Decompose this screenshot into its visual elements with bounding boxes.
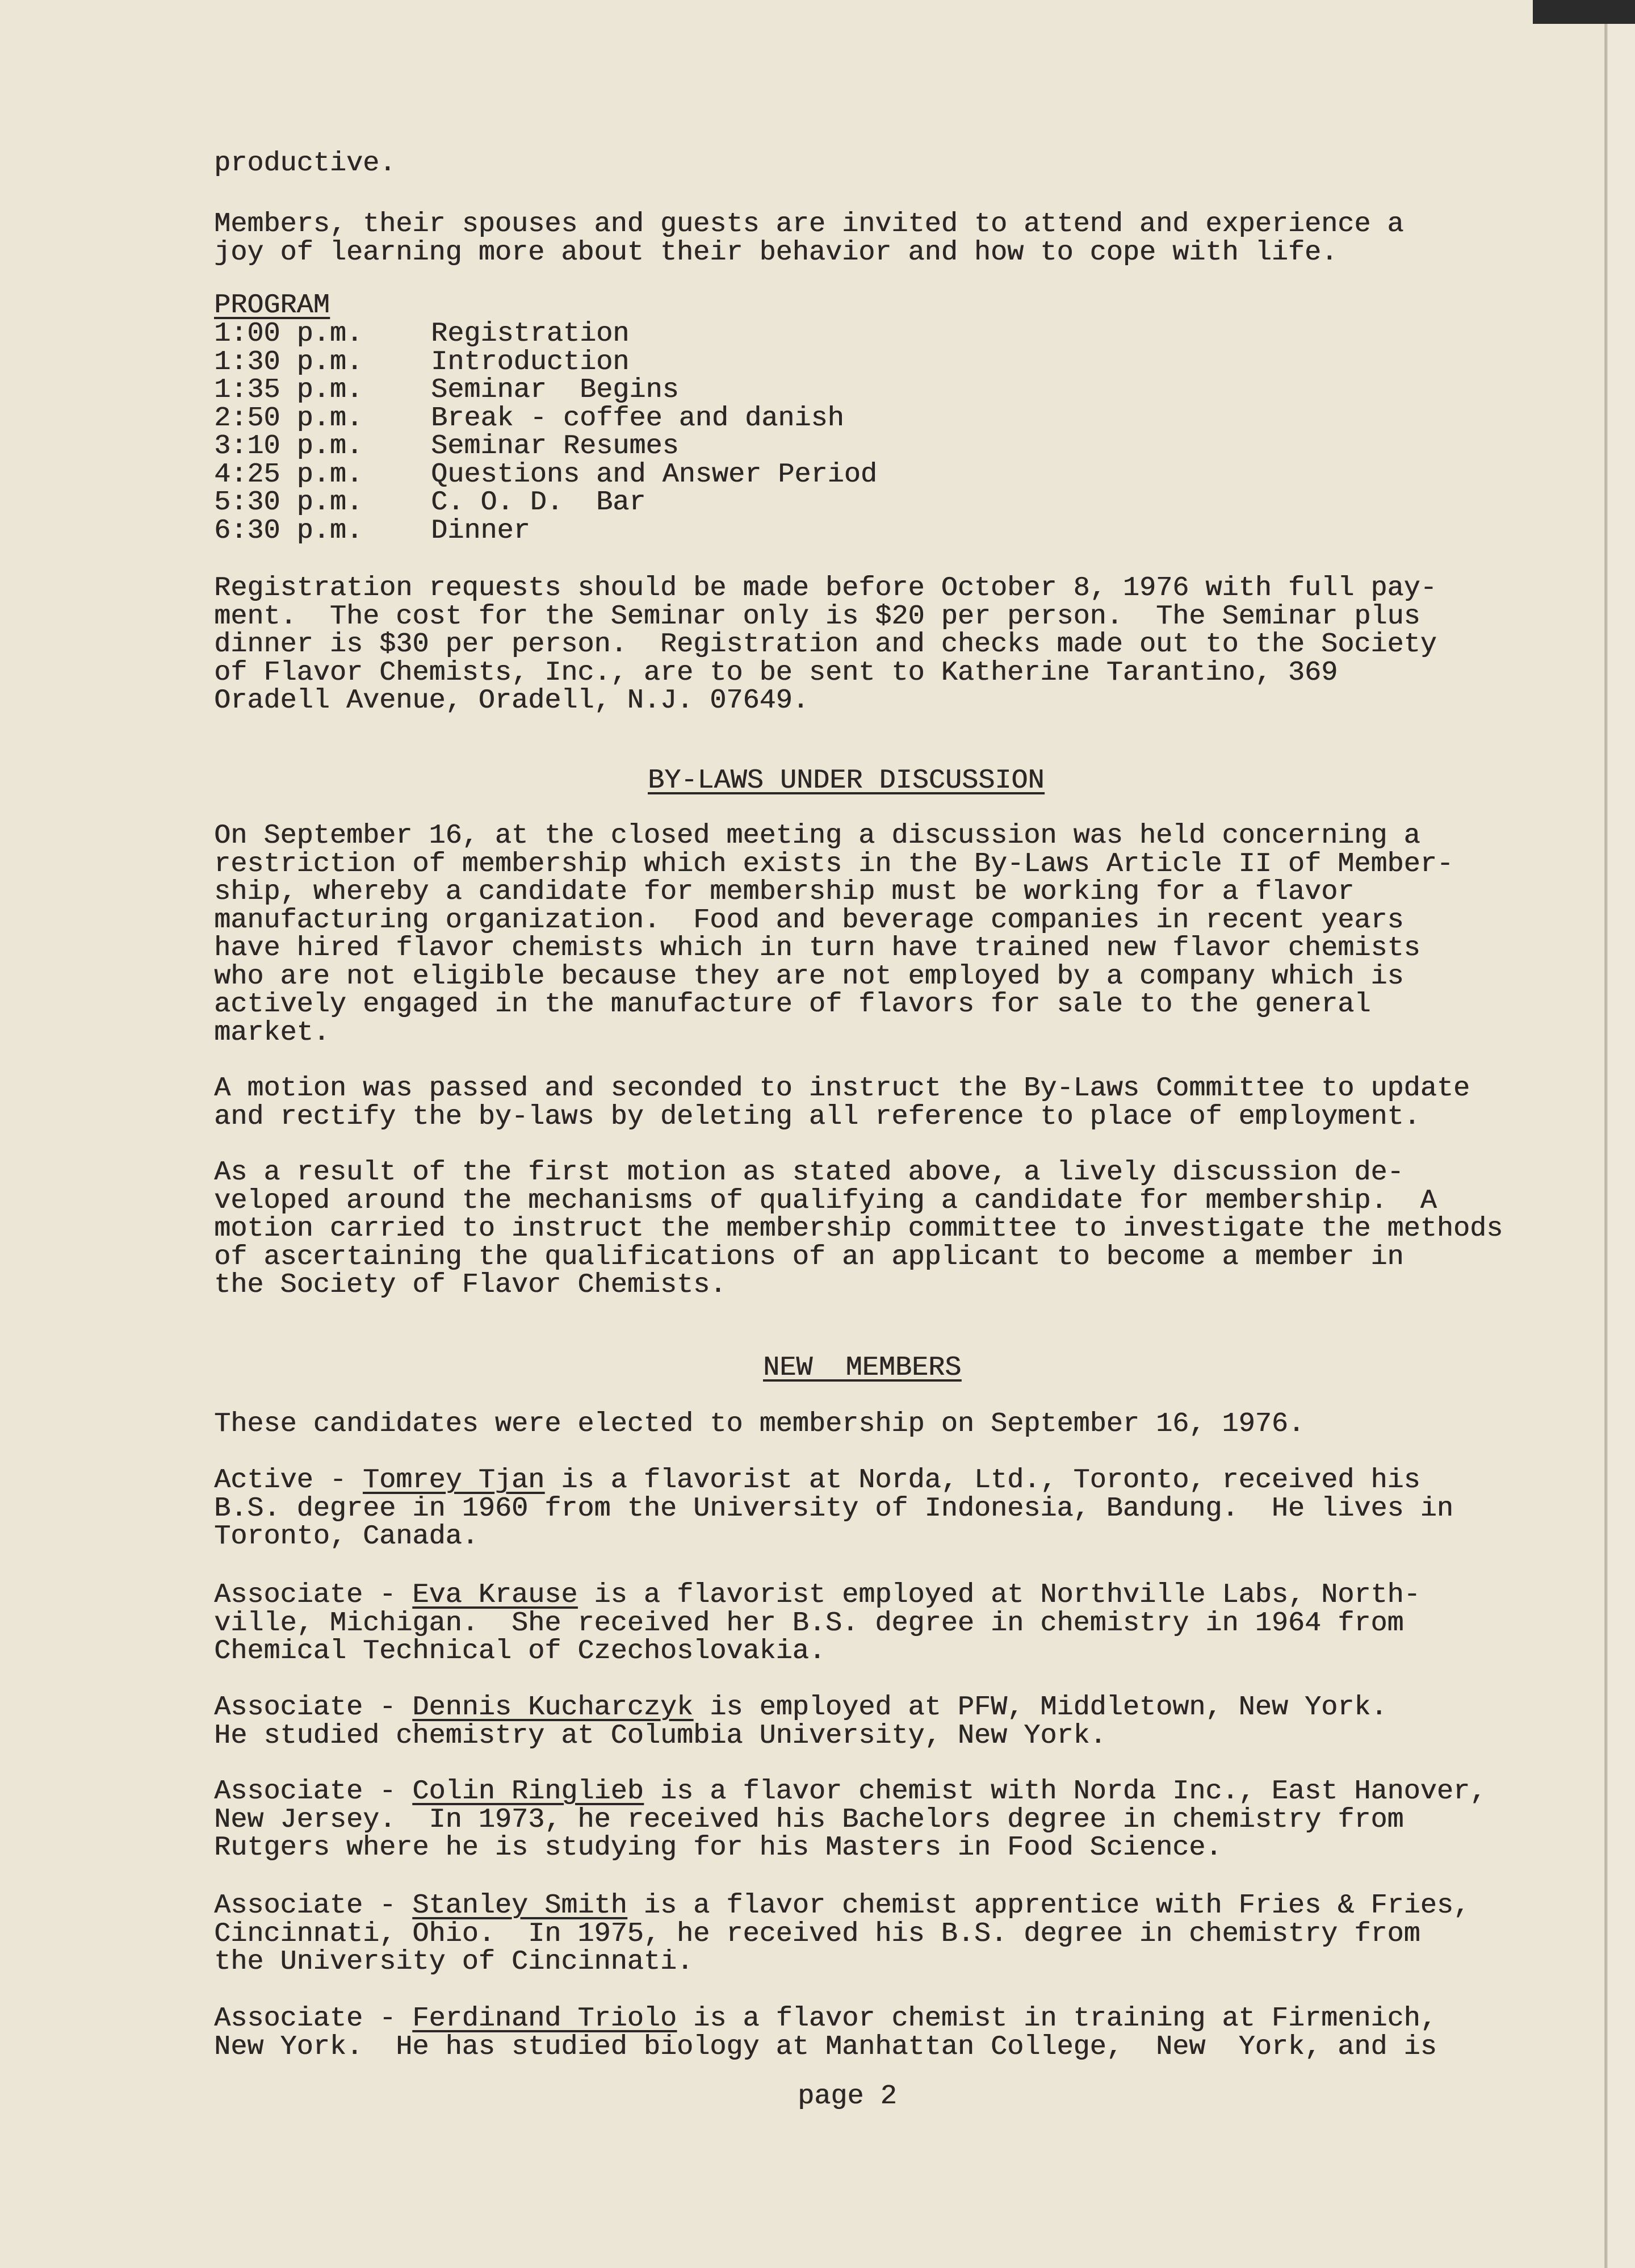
adjacent-page-edge — [1608, 0, 1635, 2268]
program-item: Break - coffee and danish — [431, 402, 844, 434]
text-line — [214, 2005, 1437, 2033]
text-line: Rutgers where he is studying for his Masters in Food Science. — [214, 1832, 1222, 1863]
text-line: productive. — [214, 148, 396, 179]
member-description: is a flavor chemist in training at Firmenich, — [676, 2003, 1437, 2034]
member-entry — [214, 1892, 1470, 1976]
program-item: Seminar Resumes — [431, 430, 679, 462]
member-description: is a flavor chemist apprentice with Fries & Fries, — [627, 1890, 1470, 1921]
text-line: actively engaged in the manufacture of flavors for sale to the general — [214, 989, 1371, 1020]
member-type: Associate - — [214, 1776, 413, 1807]
text-line: B.S. degree in 1960 from the University of Indonesia, Bandung. He lives in — [214, 1492, 1453, 1524]
program-row — [214, 404, 877, 433]
member-type: Associate - — [214, 1692, 413, 1723]
member-type: Associate - — [214, 2003, 413, 2034]
text-line: have hired flavor chemists which in turn have trained new flavor chemists — [214, 932, 1420, 964]
text-line: restriction of membership which exists in the By-Laws Article II of Member- — [214, 848, 1453, 880]
program-heading-text: PROGRAM — [214, 290, 330, 321]
text-line: On September 16, at the closed meeting a discussion was held concerning a — [214, 820, 1420, 851]
program-time: 4:25 p.m. — [214, 458, 363, 490]
program-item: Dinner — [431, 514, 530, 546]
program-row — [214, 514, 877, 546]
member-type: Active - — [214, 1464, 363, 1496]
member-description: is a flavor chemist with Norda Inc., East Hanover, — [643, 1776, 1487, 1807]
text-line: ville, Michigan. She received her B.S. degree in chemistry in 1964 from — [214, 1607, 1404, 1639]
member-name: Colin Ringlieb — [412, 1776, 644, 1807]
program-item: Seminar Begins — [431, 374, 679, 405]
program-time: 5:30 p.m. — [214, 487, 363, 518]
program-time: 1:30 p.m. — [214, 346, 363, 378]
text-line: dinner is $30 per person. Registration and checks made out to the Society — [214, 629, 1437, 660]
program-item: Registration — [431, 318, 630, 349]
bylaws-heading — [648, 767, 1045, 795]
text-line: These candidates were elected to membership on September 16, 1976. — [214, 1408, 1305, 1440]
program-row — [214, 488, 877, 517]
member-description: is employed at PFW, Middletown, New York. — [693, 1692, 1387, 1723]
text-line: joy of learning more about their behavior and how to cope with life. — [214, 236, 1338, 268]
member-type: Associate - — [214, 1579, 413, 1610]
new-members-heading — [763, 1354, 961, 1382]
program-item: C. O. D. Bar — [431, 487, 646, 518]
text-line: A motion was passed and seconded to instruct the By-Laws Committee to update — [214, 1073, 1470, 1104]
text-line: ship, whereby a candidate for membership must be working for a flavor — [214, 876, 1355, 907]
program-item: Questions and Answer Period — [431, 458, 877, 490]
program-row — [214, 376, 877, 404]
member-name: Ferdinand Triolo — [412, 2003, 677, 2034]
member-entry — [214, 1777, 1486, 1862]
text-line: of ascertaining the qualifications of an applicant to become a member in — [214, 1241, 1404, 1273]
text-line: ment. The cost for the Seminar only is $20 per person. The Seminar plus — [214, 600, 1420, 632]
member-entry — [214, 1466, 1453, 1551]
text-line: Registration requests should be made before October 8, 1976 with full pay- — [214, 572, 1437, 604]
text-line: New York. He has studied biology at Manhattan College, New York, and is — [214, 2031, 1437, 2062]
text-line — [214, 1466, 1453, 1495]
member-name: Dennis Kucharczyk — [412, 1692, 694, 1723]
member-entry — [214, 1581, 1420, 1666]
bylaws-paragraph-3 — [214, 1158, 1503, 1299]
member-entry — [214, 1693, 1387, 1750]
text-line — [214, 1892, 1470, 1920]
program-time: 6:30 p.m. — [214, 514, 363, 546]
text-line — [214, 1581, 1420, 1609]
program-row — [214, 348, 877, 376]
new-members-heading-text: NEW MEMBERS — [763, 1352, 962, 1383]
text-line: Toronto, Canada. — [214, 1521, 479, 1552]
bylaws-paragraph-2 — [214, 1074, 1470, 1131]
text-line: veloped around the mechanisms of qualifying a candidate for membership. A — [214, 1185, 1437, 1216]
program-schedule — [214, 320, 877, 545]
program-time: 2:50 p.m. — [214, 402, 363, 434]
text-line: manufacturing organization. Food and beverage companies in recent years — [214, 904, 1404, 936]
text-line: Chemical Technical of Czechoslovakia. — [214, 1635, 825, 1667]
member-description: is a flavorist at Norda, Ltd., Toronto, received his — [544, 1464, 1420, 1496]
text-line: who are not eligible because they are not employed by a company which is — [214, 960, 1404, 992]
member-entry — [214, 2005, 1437, 2061]
member-name: Eva Krause — [412, 1579, 578, 1610]
text-line: Oradell Avenue, Oradell, N.J. 07649. — [214, 685, 809, 716]
bylaws-paragraph-1 — [214, 822, 1453, 1047]
program-row — [214, 432, 877, 461]
program-time: 1:35 p.m. — [214, 374, 363, 405]
text-line: As a result of the first motion as stated above, a lively discussion de- — [214, 1157, 1404, 1188]
program-row — [214, 320, 877, 348]
text-line: Members, their spouses and guests are invited to attend and experience a — [214, 208, 1404, 240]
invitation-paragraph — [214, 210, 1404, 266]
program-time: 3:10 p.m. — [214, 430, 363, 462]
registration-paragraph — [214, 574, 1437, 715]
text-line: and rectify the by-laws by deleting all reference to place of employment. — [214, 1100, 1420, 1132]
bylaws-heading-text: BY-LAWS UNDER DISCUSSION — [648, 765, 1045, 796]
text-line: market. — [214, 1016, 330, 1048]
page-number — [798, 2082, 897, 2111]
member-description: is a flavorist employed at Northville Labs, North- — [577, 1579, 1420, 1610]
text-line: of Flavor Chemists, Inc., are to be sent to Katherine Tarantino, 369 — [214, 656, 1338, 688]
text-line: motion carried to instruct the membership committee to investigate the methods — [214, 1213, 1503, 1244]
text-line: He studied chemistry at Columbia University, New York. — [214, 1719, 1106, 1751]
program-time: 1:00 p.m. — [214, 318, 363, 349]
intro-line — [214, 149, 396, 178]
text-line — [214, 1693, 1387, 1722]
text-line: the University of Cincinnati. — [214, 1946, 694, 1977]
member-name: Tomrey Tjan — [362, 1464, 545, 1496]
program-item: Introduction — [431, 346, 630, 378]
new-members-intro — [214, 1410, 1305, 1438]
program-heading — [214, 291, 330, 320]
text-line: Cincinnati, Ohio. In 1975, he received his B.S. degree in chemistry from — [214, 1918, 1420, 1949]
member-type: Associate - — [214, 1890, 413, 1921]
program-row — [214, 458, 877, 490]
member-name: Stanley Smith — [412, 1890, 627, 1921]
text-line: the Society of Flavor Chemists. — [214, 1269, 727, 1300]
text-line: New Jersey. In 1973, he received his Bachelors degree in chemistry from — [214, 1803, 1404, 1835]
text-line — [214, 1777, 1486, 1806]
page-number-text: page 2 — [798, 2081, 897, 2112]
scan-background — [1533, 0, 1635, 24]
